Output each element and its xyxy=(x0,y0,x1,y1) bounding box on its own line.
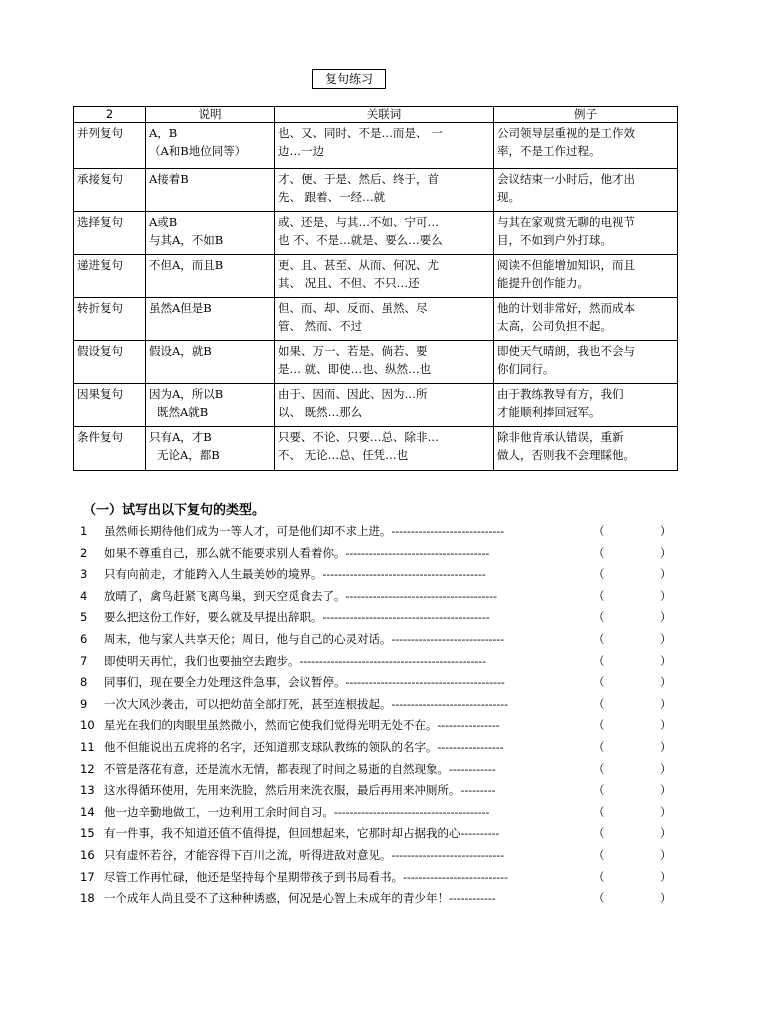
question-text: 他一边辛勤地做工，一边利用工余时间自习。---------------------------------------- xyxy=(104,804,490,819)
conjunctions-line: 才、便、于是、然后、终于，首 xyxy=(278,172,439,186)
answer-blank-open[interactable]: （ xyxy=(593,826,605,841)
example-line: 目，不如到户外打球。 xyxy=(497,233,612,247)
question-text: 周末，他与家人共享天伦；周日，他与自己的心灵对话。----------------------------- xyxy=(104,631,505,646)
answer-blank-open[interactable]: （ xyxy=(593,675,605,690)
answer-blank-close[interactable]: ） xyxy=(660,761,672,776)
question-item xyxy=(0,564,768,586)
example-cell xyxy=(494,212,678,255)
table-row xyxy=(74,169,678,212)
question-number: 11 xyxy=(80,739,95,754)
conjunctions-cell xyxy=(275,384,494,427)
example-line: 与其在家观赏无聊的电视节 xyxy=(497,215,635,229)
table-row xyxy=(74,384,678,427)
conjunctions-line: 只要、不论、只要…总、除非… xyxy=(278,430,439,444)
example-line: 能提升创作能力。 xyxy=(497,276,589,290)
example-line: 太高，公司负担不起。 xyxy=(497,319,612,333)
sentence-type-cell: 因果复句 xyxy=(74,384,146,427)
sentence-type-cell: 条件复句 xyxy=(74,427,146,471)
answer-blank-open[interactable]: （ xyxy=(593,610,605,625)
question-text: 只有虚怀若谷，才能容得下百川之流，听得进敌对意见。----------------------------- xyxy=(104,847,505,862)
description-line: 不但A，而且B xyxy=(149,258,224,272)
example-line: 即使天气晴朗，我也不会与 xyxy=(497,344,635,358)
conjunctions-line: 先、 跟着、一经…就 xyxy=(278,190,386,204)
conjunctions-line: 但、而、却、反而、虽然、尽 xyxy=(278,301,428,315)
description-cell xyxy=(146,212,275,255)
example-line: 现。 xyxy=(497,190,520,204)
example-line: 率，不是工作过程。 xyxy=(497,144,601,158)
answer-blank-close[interactable]: ） xyxy=(660,524,672,538)
description-line: A或B xyxy=(149,215,178,229)
page-title: 复句练习 xyxy=(312,69,386,89)
answer-blank-close[interactable]: ） xyxy=(660,588,672,603)
answer-blank-close[interactable]: ） xyxy=(660,718,672,733)
table-header-row xyxy=(74,107,678,123)
question-text: 一次大风沙袭击，可以把幼苗全部打死，甚至连根拔起。------------------------------ xyxy=(104,696,509,711)
question-text: 星光在我们的肉眼里虽然微小，然而它使我们觉得光明无处不在。---------------- xyxy=(104,718,500,733)
answer-blank-open[interactable]: （ xyxy=(593,718,605,733)
answer-blank-open[interactable]: （ xyxy=(593,567,605,582)
question-item xyxy=(0,543,768,565)
example-cell xyxy=(494,298,678,341)
answer-blank-open[interactable]: （ xyxy=(593,869,605,884)
question-number: 3 xyxy=(80,567,88,582)
question-item xyxy=(0,780,768,802)
conjunctions-line: 不、 无论…总、任凭…也 xyxy=(278,448,409,462)
table-header-cell: 例子 xyxy=(494,107,678,123)
question-item xyxy=(0,651,768,673)
description-line: A，B xyxy=(149,126,178,140)
answer-blank-close[interactable]: ） xyxy=(660,545,672,560)
question-item xyxy=(0,845,768,867)
description-line: 无论A，都B xyxy=(157,448,220,462)
question-text: 放晴了，禽鸟赶紧飞离鸟巢，到天空觅食去了。--------------------------------------- xyxy=(104,588,498,603)
description-line: 因为A，所以B xyxy=(149,387,224,401)
description-cell xyxy=(146,298,275,341)
sentence-type-cell: 承接复句 xyxy=(74,169,146,212)
question-text: 同事们，现在要全力处理这件急事，会议暂停。----------------------------------------- xyxy=(104,675,505,690)
question-number: 16 xyxy=(80,847,95,862)
answer-blank-close[interactable]: ） xyxy=(660,653,672,668)
question-number: 6 xyxy=(80,631,88,646)
question-text: 虽然师长期待他们成为一等人才，可是他们却不求上进。----------------------------- xyxy=(104,524,505,538)
question-item xyxy=(0,759,768,781)
answer-blank-close[interactable]: ） xyxy=(660,891,672,906)
example-line: 阅读不但能增加知识，而且 xyxy=(497,258,635,272)
table-row xyxy=(74,123,678,169)
example-line: 公司领导层重视的是工作效 xyxy=(497,126,635,140)
question-number: 13 xyxy=(80,783,95,798)
sentence-types-table xyxy=(73,106,678,471)
question-item xyxy=(0,737,768,759)
conjunctions-cell xyxy=(275,123,494,169)
sentence-type-cell: 转折复句 xyxy=(74,298,146,341)
answer-blank-open[interactable]: （ xyxy=(593,631,605,646)
description-line: 虽然A但是B xyxy=(149,301,212,315)
question-text: 如果不尊重自己，那么就不能要求别人看着你。------------------------------------- xyxy=(104,545,490,560)
table-header-cell: 关联词 xyxy=(275,107,494,123)
example-line: 会议结束一小时后，他才出 xyxy=(497,172,635,186)
answer-blank-close[interactable]: ） xyxy=(660,739,672,754)
example-cell xyxy=(494,169,678,212)
question-text: 一个成年人尚且受不了这种种诱惑，何况是心智上未成年的青少年！------------ xyxy=(104,891,496,906)
table-row xyxy=(74,341,678,384)
conjunctions-line: 如果、万一、若是、倘若、要 xyxy=(278,344,428,358)
question-number: 15 xyxy=(80,826,95,841)
answer-blank-open[interactable]: （ xyxy=(593,588,605,603)
question-number: 9 xyxy=(80,696,88,711)
question-text: 不管是落花有意，还是流水无情，都表现了时间之易逝的自然现象。------------ xyxy=(104,761,496,776)
question-number: 10 xyxy=(80,718,95,733)
answer-blank-close[interactable]: ） xyxy=(660,847,672,862)
description-line: 与其A，不如B xyxy=(149,233,224,247)
sentence-type-cell: 递进复句 xyxy=(74,255,146,298)
question-number: 5 xyxy=(80,610,88,625)
description-line: 既然A就B xyxy=(157,405,209,419)
answer-blank-close[interactable]: ） xyxy=(660,631,672,646)
sentence-type-cell: 选择复句 xyxy=(74,212,146,255)
description-cell xyxy=(146,427,275,471)
question-number: 7 xyxy=(80,653,88,668)
section-heading: （一）试写出以下复句的类型。 xyxy=(83,503,266,518)
conjunctions-line: 是… 就、即使…也、纵然…也 xyxy=(278,362,432,376)
question-item xyxy=(0,629,768,651)
question-number: 12 xyxy=(80,761,95,776)
example-line: 才能顺利捧回冠军。 xyxy=(497,405,601,419)
answer-blank-open[interactable]: （ xyxy=(593,891,605,906)
question-item xyxy=(0,888,768,910)
answer-blank-open[interactable]: （ xyxy=(593,783,605,798)
conjunctions-line: 也 不、不是…就是、要么…要么 xyxy=(278,233,443,247)
conjunctions-line: 边…一边 xyxy=(278,144,324,158)
question-item xyxy=(0,802,768,824)
answer-blank-close[interactable]: ） xyxy=(660,675,672,690)
answer-blank-open[interactable]: （ xyxy=(593,761,605,776)
answer-blank-open[interactable]: （ xyxy=(593,545,605,560)
question-number: 1 xyxy=(80,524,88,538)
answer-blank-close[interactable]: ） xyxy=(660,783,672,798)
answer-blank-open[interactable]: （ xyxy=(593,524,605,538)
sentence-type-cell: 假设复句 xyxy=(74,341,146,384)
answer-blank-close[interactable]: ） xyxy=(660,869,672,884)
description-cell xyxy=(146,255,275,298)
question-list xyxy=(0,521,768,910)
table-row xyxy=(74,298,678,341)
example-line: 由于教练教导有方，我们 xyxy=(497,387,624,401)
question-text: 只有向前走，才能跨入人生最美妙的境界。------------------------------------------ xyxy=(104,567,486,582)
conjunctions-line: 由于、因而、因此、因为…所 xyxy=(278,387,428,401)
question-number: 18 xyxy=(80,891,95,906)
sentence-type-cell: 并列复句 xyxy=(74,123,146,169)
question-item xyxy=(0,823,768,845)
question-item xyxy=(0,607,768,629)
description-line: A接着B xyxy=(149,172,189,186)
answer-blank-close[interactable]: ） xyxy=(660,610,672,625)
question-text: 有一件事，我不知道还值不值得提，但回想起来，它那时却占据我的心---------- xyxy=(104,826,500,841)
answer-blank-close[interactable]: ） xyxy=(660,804,672,819)
question-number: 8 xyxy=(80,675,88,690)
table-header-cell: 2 xyxy=(74,107,146,123)
conjunctions-line: 也、又、同时、不是…而是、 一 xyxy=(278,126,443,140)
question-number: 2 xyxy=(80,545,88,560)
question-item xyxy=(0,715,768,737)
conjunctions-cell xyxy=(275,341,494,384)
question-text: 即使明天再忙，我们也要抽空去跑步。------------------------------------------------ xyxy=(104,653,487,668)
example-line: 除非他肯承认错误，重新 xyxy=(497,430,624,444)
table-row xyxy=(74,427,678,471)
conjunctions-line: 管、 然而、不过 xyxy=(278,319,363,333)
answer-blank-open[interactable]: （ xyxy=(593,847,605,862)
description-cell xyxy=(146,123,275,169)
conjunctions-cell xyxy=(275,212,494,255)
answer-blank-open[interactable]: （ xyxy=(593,739,605,754)
description-cell xyxy=(146,341,275,384)
example-cell xyxy=(494,341,678,384)
example-cell xyxy=(494,123,678,169)
table-row xyxy=(74,255,678,298)
example-line: 你们同行。 xyxy=(497,362,555,376)
question-item xyxy=(0,867,768,889)
table-body xyxy=(74,123,678,471)
table-row xyxy=(74,212,678,255)
description-line: （A和B地位同等） xyxy=(149,144,247,158)
answer-blank-open[interactable]: （ xyxy=(593,804,605,819)
question-text: 尽管工作再忙碌，他还是坚持每个星期带孩子到书局看书。--------------------------- xyxy=(104,869,508,884)
answer-blank-close[interactable]: ） xyxy=(660,826,672,841)
conjunctions-line: 其、 况且、不但、不只…还 xyxy=(278,276,420,290)
example-line: 他的计划非常好，然而成本 xyxy=(497,301,635,315)
conjunctions-cell xyxy=(275,169,494,212)
question-item xyxy=(0,586,768,608)
question-number: 17 xyxy=(80,869,95,884)
example-line: 做人，否则我不会理睬他。 xyxy=(497,448,635,462)
question-item xyxy=(0,521,768,543)
answer-blank-close[interactable]: ） xyxy=(660,567,672,582)
conjunctions-line: 或、还是、与其…不如、宁可… xyxy=(278,215,439,229)
question-item xyxy=(0,694,768,716)
answer-blank-close[interactable]: ） xyxy=(660,696,672,711)
answer-blank-open[interactable]: （ xyxy=(593,696,605,711)
example-cell xyxy=(494,255,678,298)
description-cell xyxy=(146,384,275,427)
answer-blank-open[interactable]: （ xyxy=(593,653,605,668)
conjunctions-cell xyxy=(275,427,494,471)
example-cell xyxy=(494,384,678,427)
question-number: 14 xyxy=(80,804,95,819)
question-text: 这水得循环使用，先用来洗脸，然后用来洗衣服，最后再用来冲厕所。--------- xyxy=(104,783,496,798)
table-header-cell: 说明 xyxy=(146,107,275,123)
conjunctions-line: 以、 既然…那么 xyxy=(278,405,363,419)
question-text: 他不但能说出五虎将的名字，还知道那支球队教练的领队的名字。----------------- xyxy=(104,739,504,754)
question-item xyxy=(0,672,768,694)
question-text: 要么把这份工作好，要么就及早提出辞职。------------------------------------------- xyxy=(104,610,490,625)
conjunctions-cell xyxy=(275,298,494,341)
conjunctions-line: 更、且、甚至、从而、何况、尤 xyxy=(278,258,439,272)
example-cell xyxy=(494,427,678,471)
description-cell xyxy=(146,169,275,212)
question-number: 4 xyxy=(80,588,88,603)
description-line: 只有A，才B xyxy=(149,430,212,444)
description-line: 假设A，就B xyxy=(149,344,212,358)
conjunctions-cell xyxy=(275,255,494,298)
